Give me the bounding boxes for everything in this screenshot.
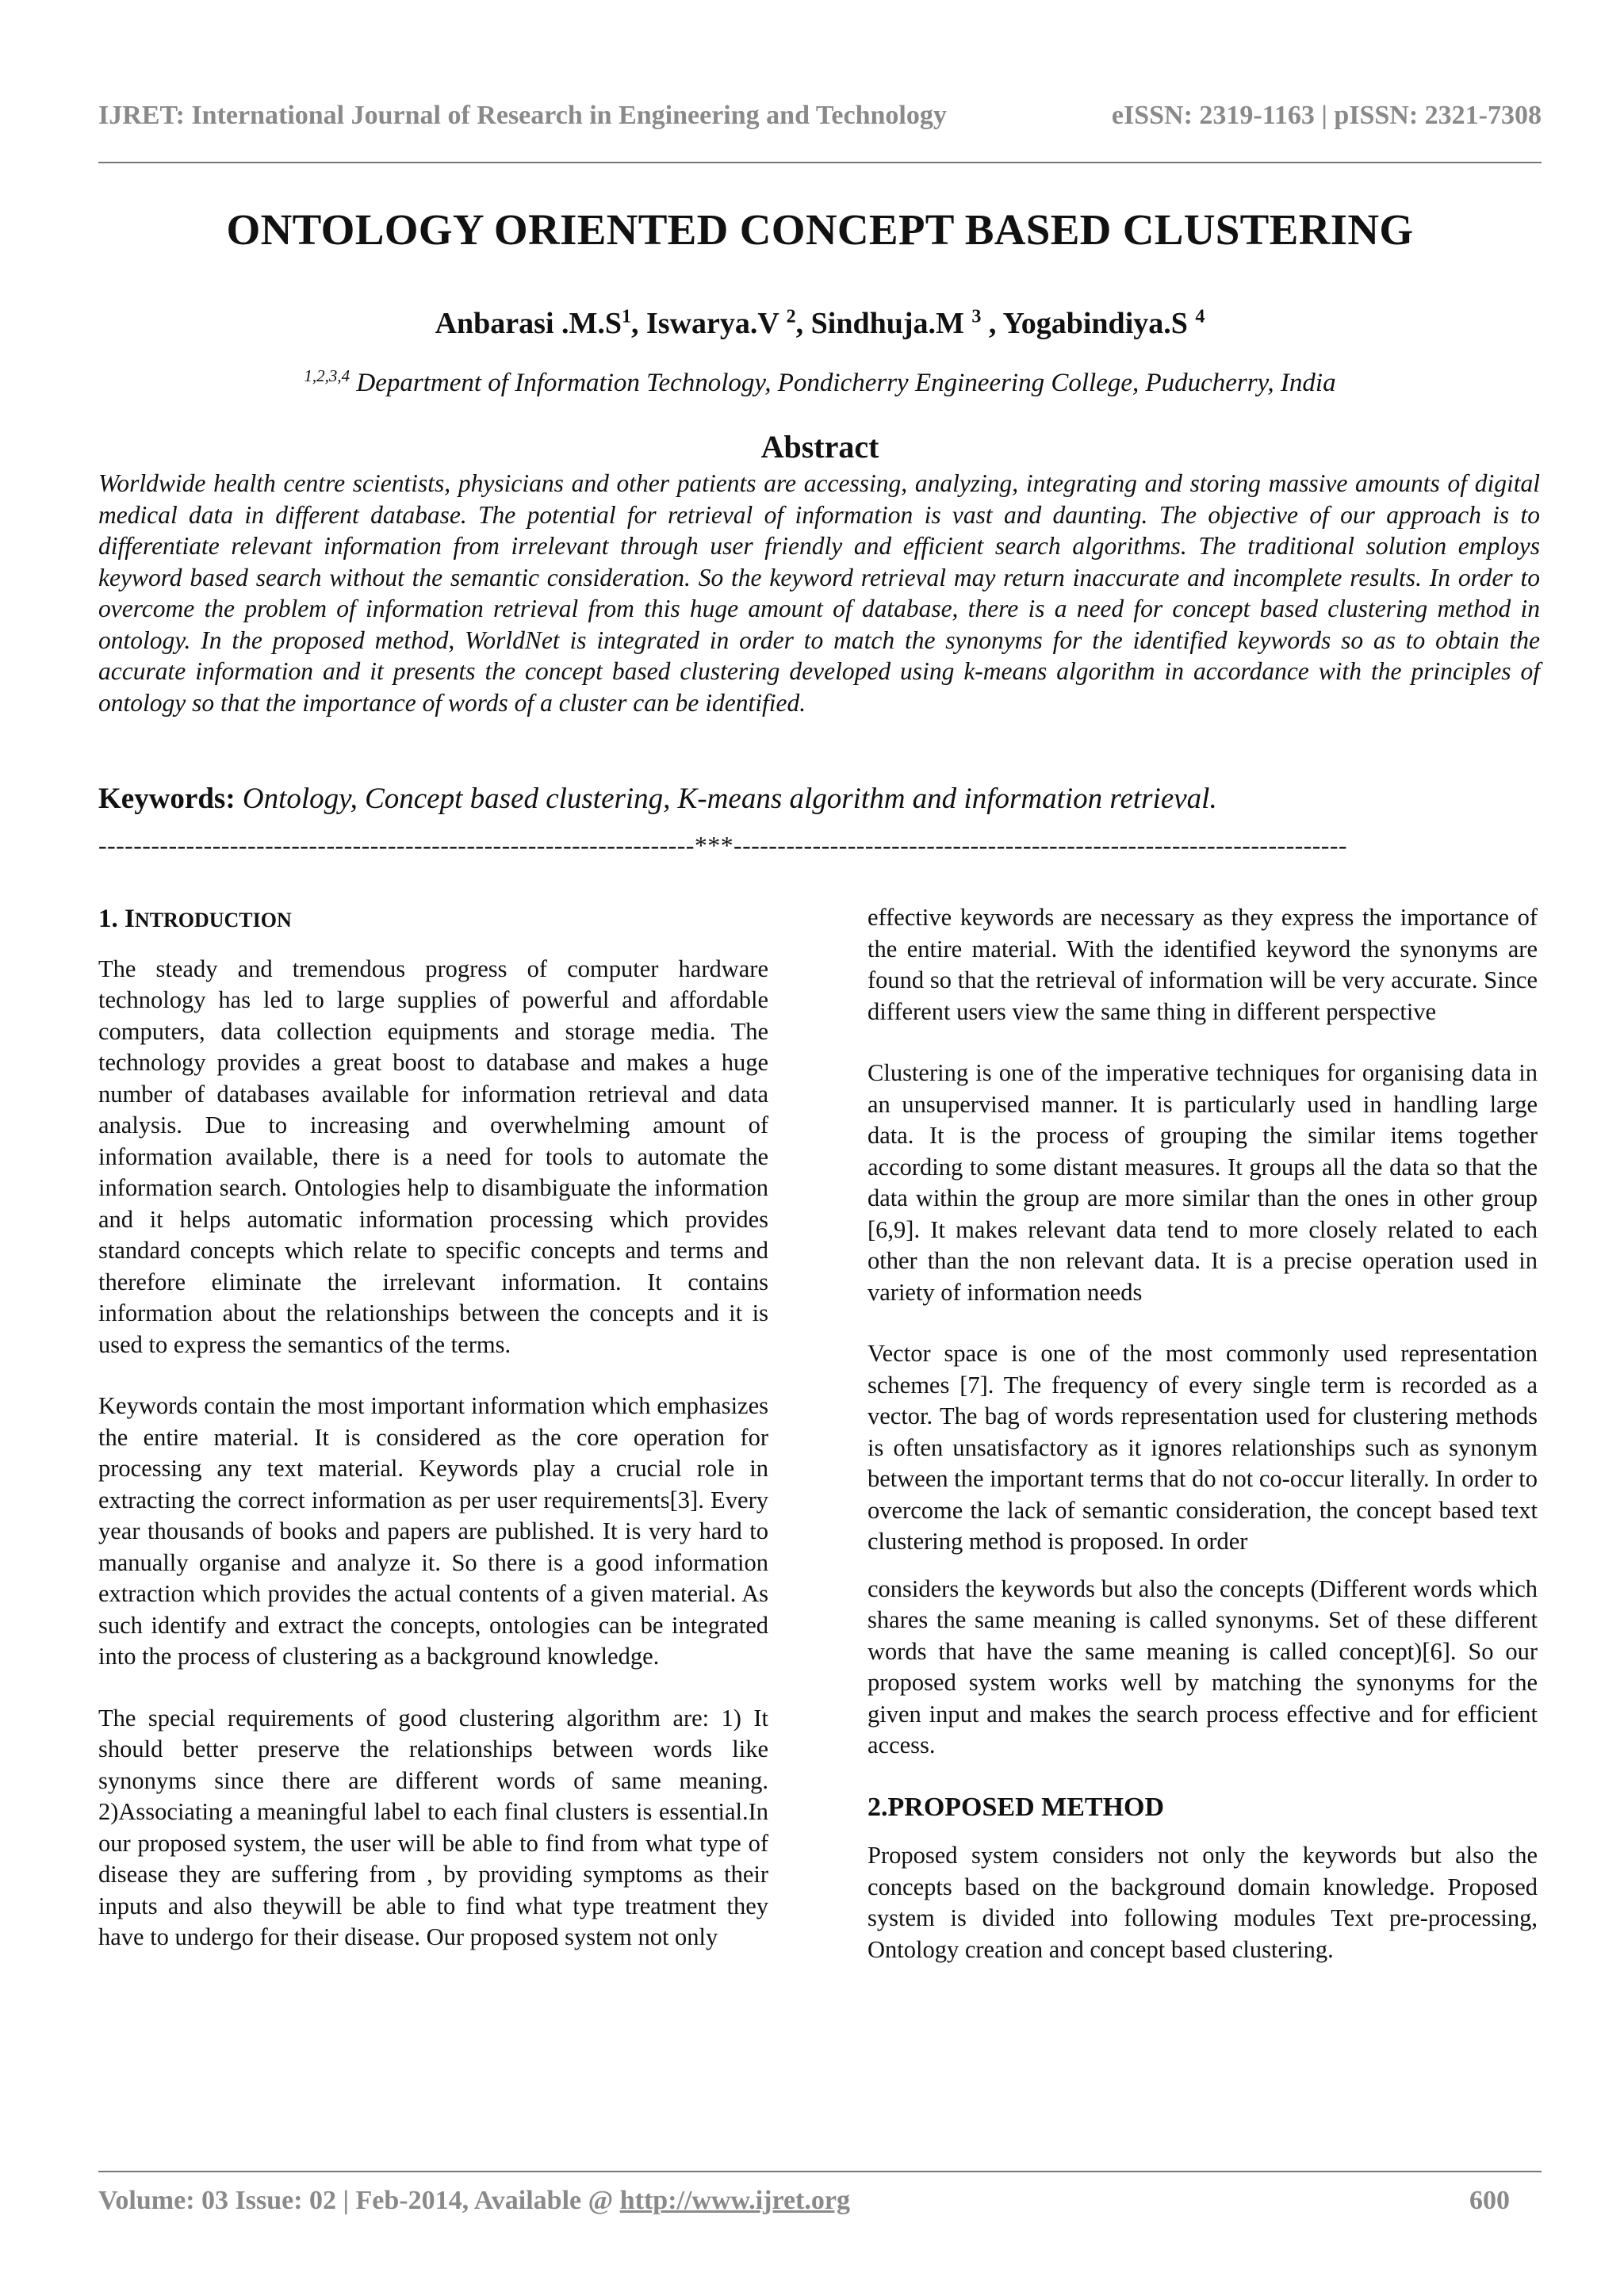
- journal-link[interactable]: http://www.ijret.org: [619, 2186, 850, 2215]
- issn-info: eISSN: 2319-1163 | pISSN: 2321-7308: [1111, 101, 1542, 130]
- footer-divider: [98, 2171, 1542, 2172]
- paragraph: The steady and tremendous progress of computer hardware technology has led to large supplies of powerful and affordable computers, data collection equipments and storage media. The technology provides a great boost to database and makes a huge number of databases available for information retrieval and data analysis. Due to increasing and overwhelming amount of information available, there is a need for tools to automate the information search. Ontologies help to disambiguate the information and it helps automatic information processing which provides standard concepts which relate to specific concepts and terms and therefore eliminate the irrelevant information. It contains information about the relationships between the concepts and it is used to express the semantics of the terms.: [98, 955, 768, 1358]
- paragraph: effective keywords are necessary as they express the importance of the entire material. With the identified keyword the synonyms are found so that the retrieval of information will be very accurate. Since different users view the same thing in different perspective: [868, 904, 1538, 1025]
- right-column: [868, 902, 1538, 1996]
- author-name: Anbarasi .M.S: [435, 307, 622, 340]
- paragraph: Proposed system considers not only the keywords but also the concepts based on the background domain knowledge. Proposed system is divided into following modules Text pre-processing, Ontology creation and concept based clustering.: [868, 1842, 1538, 1963]
- author-affil-mark: 2: [786, 306, 796, 327]
- journal-name: IJRET: International Journal of Research in Engineering and Technology: [98, 101, 947, 130]
- left-column: [98, 904, 768, 1984]
- section-heading-introduction: 1. INTRODUCTION: [98, 905, 292, 933]
- paragraph: Keywords contain the most important information which emphasizes the entire material. It is considered as the core operation for processing any text material. Keywords play a crucial role in extracting the correct information as per user requirements[3]. Every year thousands of books and papers are published. It is very hard to manually organise and analyze it. So there is a good information extraction which provides the actual contents of a given material. As such identify and extract the concepts, ontologies can be integrated into the process of clustering as a background knowledge.: [98, 1392, 768, 1670]
- header-divider: [98, 162, 1542, 163]
- abstract-text: Worldwide health centre scientists, physicians and other patients are accessing, analyzing, integrating and storing massive amounts of digital medical data in different database. The potential for retrieval of information is vast and daunting. The objective of our approach is to differentiate relevant information from irrelevant through user friendly and efficient search algorithms. The traditional solution employs keyword based search without the semantic consideration. So the keyword retrieval may return inaccurate and incomplete results. In order to overcome the problem of information retrieval from this huge amount of database, there is a need for concept based clustering method in ontology. In the proposed method, WorldNet is integrated in order to match the synonyms for the identified keywords so as to obtain the accurate information and it presents the concept based clustering developed using k-means algorithm in accordance with the principles of ontology so that the importance of words of a cluster can be identified.: [98, 469, 1540, 717]
- paragraph: Clustering is one of the imperative techniques for organising data in an unsupervised manner. It is particularly used in handling large data. It is the process of grouping the similar items together according to some distant measures. It groups all the data so that the data within the group are more similar than the ones in other group [6,9]. It makes relevant data tend to more closely related to each other than the non relevant data. It is a precise operation used in variety of information needs: [868, 1059, 1538, 1306]
- volume-info: Volume: 03 Issue: 02 | Feb-2014, Available @ http://www.ijret.org: [98, 2186, 850, 2215]
- keywords-text: Ontology, Concept based clustering, K-means algorithm and information retrieval.: [235, 783, 1217, 815]
- author-name: Sindhuja.M: [810, 307, 972, 340]
- affiliation-text: Department of Information Technology, Pondicherry Engineering College, Puducherry, India: [350, 369, 1336, 397]
- page-number: 600: [1469, 2186, 1510, 2215]
- page-footer: [98, 2183, 1510, 2218]
- author-affil-mark: 1: [622, 306, 632, 327]
- abstract-heading: Abstract: [760, 429, 879, 465]
- affiliation-marks: 1,2,3,4: [304, 366, 350, 385]
- affiliation: [98, 366, 1542, 398]
- author-affil-mark: 4: [1195, 306, 1205, 327]
- section-heading-proposed-method: 2.PROPOSED METHOD: [868, 1792, 1165, 1822]
- page-header: [98, 98, 1542, 133]
- paragraph: considers the keywords but also the concepts (Different words which shares the same meaning is called synonyms. Set of these different words that have the same meaning is called concept)[6]. So our proposed system works well by matching the synonyms for the given input and makes the search process effective and for efficient access.: [868, 1575, 1538, 1758]
- paper-title: ONTOLOGY ORIENTED CONCEPT BASED CLUSTERING: [226, 205, 1414, 254]
- author-affil-mark: 3: [971, 306, 982, 327]
- paragraph: The special requirements of good clustering algorithm are: 1) It should better preserve the relationships between words like synonyms since there are different words of same meaning. 2)Associating a meaningful label to each final clusters is essential.In our proposed system, the user will be able to find from what type of disease they are suffering from , by providing symptoms as their inputs and also theywill be able to find what type treatment they have to undergo for their disease. Our proposed system not only: [98, 1704, 768, 1950]
- keywords-label: Keywords:: [98, 783, 236, 815]
- paragraph: Vector space is one of the most commonly used representation schemes [7]. The frequency of every single term is recorded as a vector. The bag of words representation used for clustering methods is often unsatisfactory as it ignores relationships such as synonym between the important terms that do not co-occur literally. In order to overcome the lack of semantic consideration, the concept based text clustering method is proposed. In order: [868, 1340, 1538, 1555]
- author-name: Yogabindiya.S: [1002, 307, 1196, 340]
- section-separator: --------------------------------------------------------------------***----------------------------------------------------------------------: [98, 831, 1347, 859]
- author-list: Anbarasi $.M.S^1$, Iswarya.V $^2$, Sindhuja.M $^3$ , Yogabindiya.S $^4$: [435, 306, 1205, 340]
- author-name: Iswarya.V: [646, 307, 787, 340]
- keywords-line: [98, 782, 1542, 816]
